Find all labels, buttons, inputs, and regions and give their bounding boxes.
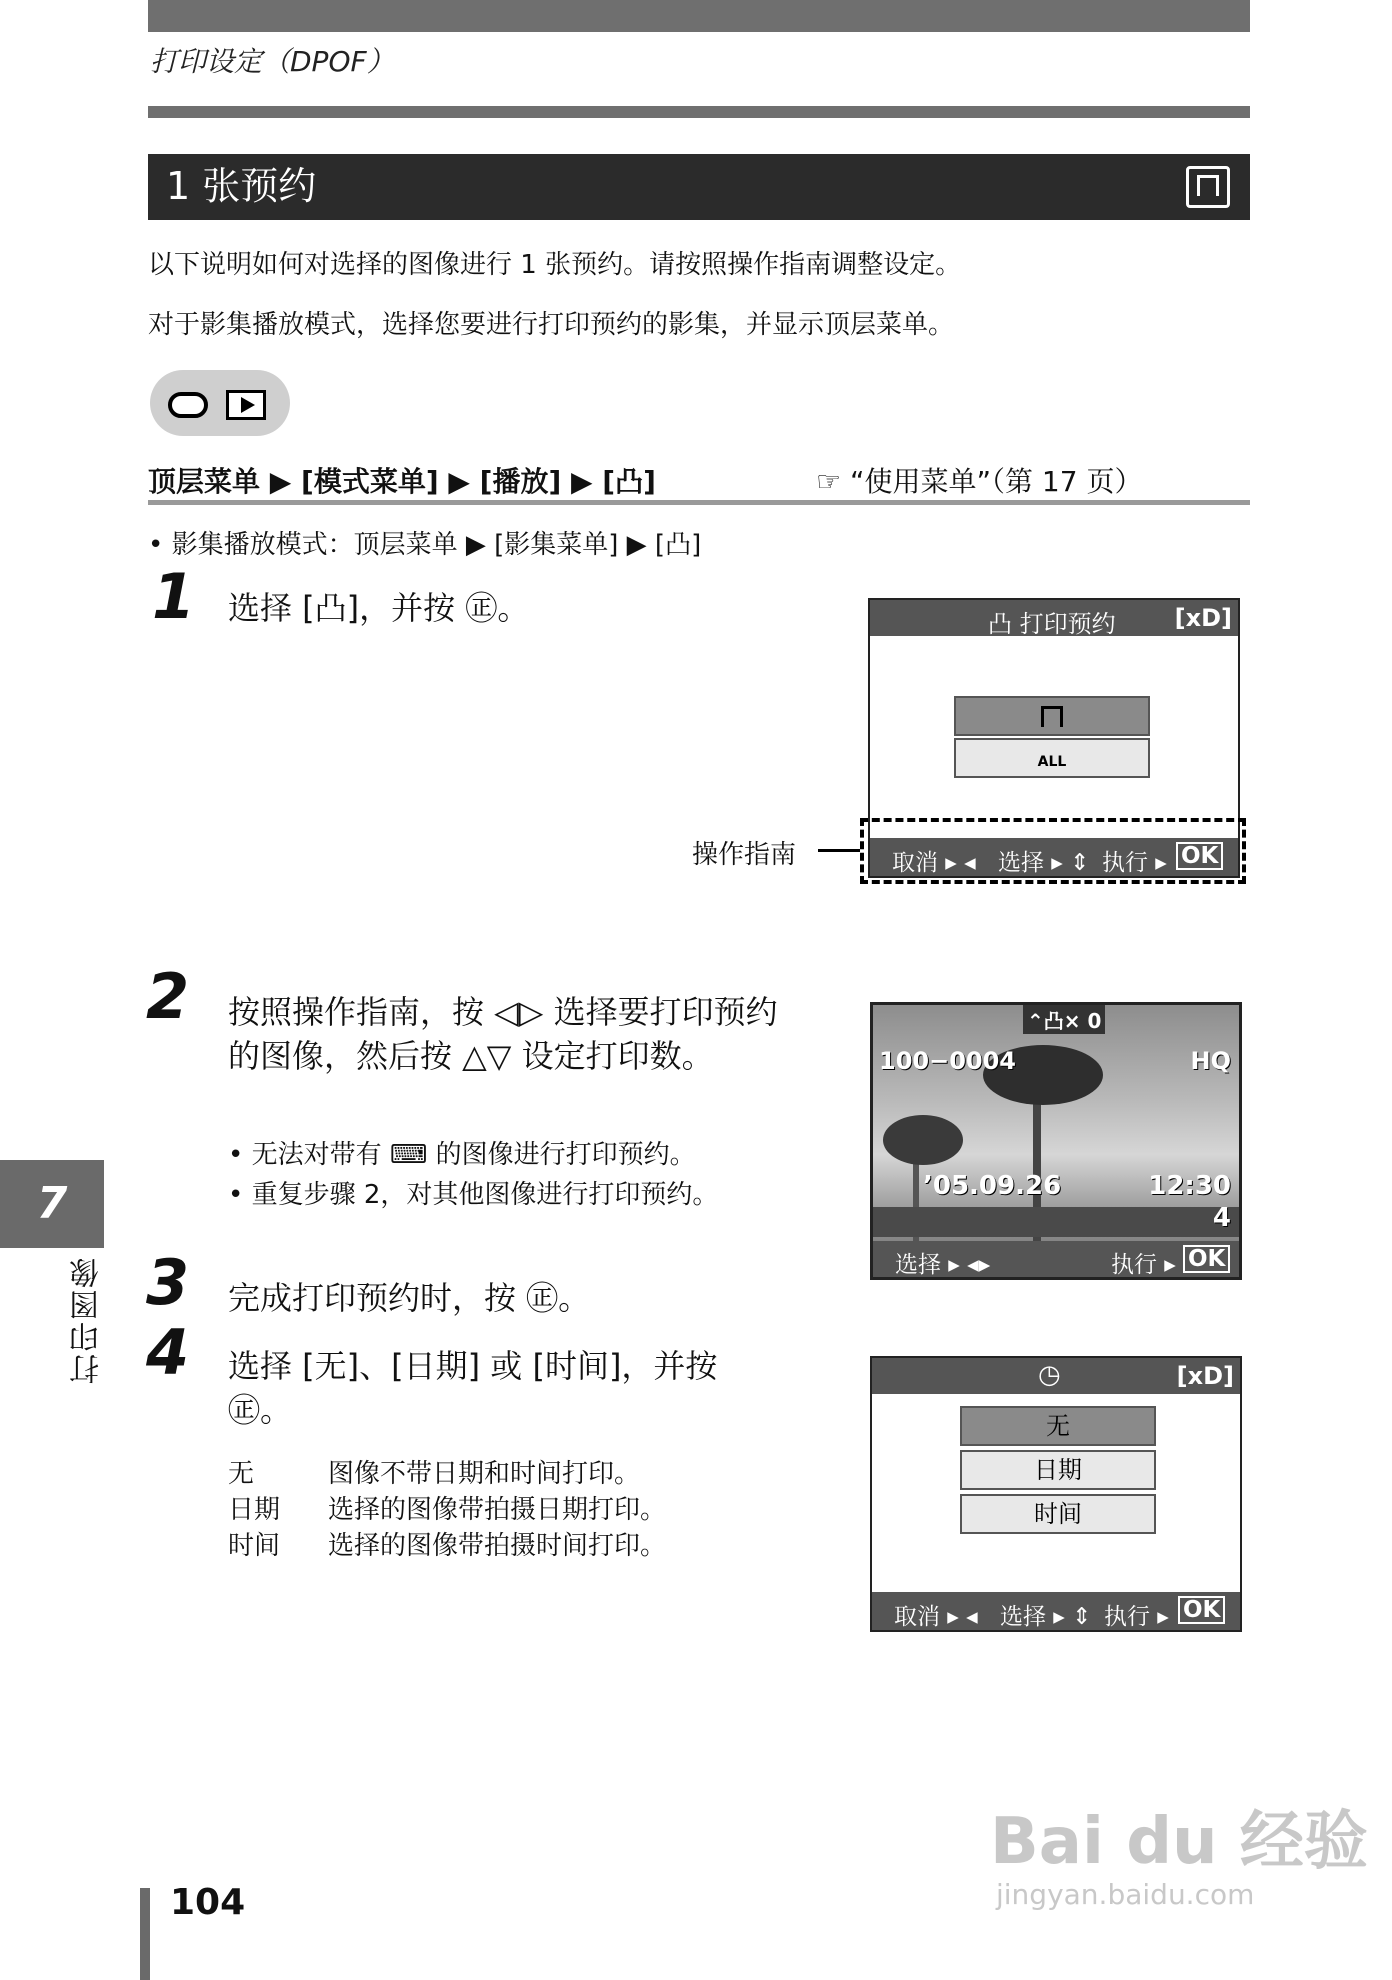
step-text: 按照操作指南，按 ◁▷ 选择要打印预约的图像，然后按 △▽ 设定打印数。 [228,993,778,1075]
step-text: 选择 [凸]，并按 ㊣。 [228,589,530,627]
definition-desc: 选择的图像带拍摄时间打印。 [328,1531,667,1561]
header-rule [148,106,1250,118]
menu-path: 顶层菜单 ▶ [模式菜单] ▶ [播放] ▶ [凸] [148,465,656,498]
cancel-guide: 取消 ▸ ◂ [892,850,976,876]
screen-title-bar [870,600,1238,636]
definition-desc: 选择的图像带拍摄日期打印。 [328,1495,667,1525]
operation-guide-highlight [860,818,1246,884]
intro-paragraph-1: 以下说明如何对选择的图像进行 1 张预约。请按照操作指南调整设定。 [148,250,962,280]
execute-guide: 执行 ▸ [1102,850,1167,876]
step-number: 3 [146,1246,190,1319]
select-guide: 选择 ▸ ◂▸ [895,1252,991,1278]
step-bullet-text: 重复步骤 2，对其他图像进行打印预约。 [251,1180,719,1210]
definition-desc: 图像不带日期和时间打印。 [328,1459,641,1489]
menu-rule [148,500,1250,505]
screen-title-bar [872,1358,1240,1394]
step-number: 4 [146,1316,190,1389]
definition-term: 无 [228,1459,255,1489]
option-time[interactable]: 时间 [960,1494,1156,1534]
page-reference: ☞ “使用菜单”（第 17 页） [816,465,1143,498]
album-mode-note: • 影集播放模式：顶层菜单 ▶ [影集菜单] ▶ [凸] [148,530,702,560]
print-count: ⌃凸× 0 [1023,1005,1105,1034]
watermark-url: jingyan.baidu.com [996,1878,1255,1911]
execute-guide: 执行 ▸ [1111,1252,1176,1278]
callout-line [818,849,860,852]
clock-icon: ◷ [1038,1360,1061,1390]
option-none[interactable]: 无 [960,1406,1156,1446]
operation-guide [872,1592,1240,1630]
step-bullet-text: 无法对带有 ⌨ 的图像进行打印预约。 [251,1140,696,1170]
operation-guide-label: 操作指南 [692,840,797,870]
intro-paragraph-2: 对于影集播放模式，选择您要进行打印预约的影集，并显示顶层菜单。 [148,310,955,340]
palm-leaves [883,1115,963,1165]
ok-button-icon: OK [1178,1596,1225,1624]
mode-dial-icon [168,392,208,418]
foliage [873,1207,1239,1237]
step-bullet: • 重复步骤 2，对其他图像进行打印预约。 [228,1180,719,1210]
definition-list [228,1456,666,1564]
all-print-option[interactable] [954,738,1150,778]
definition-term: 日期 [228,1495,281,1525]
execute-guide: 执行 ▸ [1104,1604,1169,1630]
step-number: 1 [152,560,196,633]
option-date[interactable]: 日期 [960,1450,1156,1490]
card-indicator: [xD] [1174,604,1232,632]
cancel-guide: 取消 ▸ ◂ [894,1604,978,1630]
screen-title: 凸 打印预约 [988,610,1116,638]
top-bar [148,0,1250,32]
playback-mode-icon [150,370,290,436]
section-title: 1 张预约 [166,164,317,208]
print-icon [1041,706,1063,727]
chapter-tab: 7 [0,1160,104,1248]
page-header-title: 打印设定（DPOF） [150,45,395,78]
step-text: 完成打印预约时，按 ㊣。 [228,1279,591,1317]
image-quality: HQ [1190,1047,1231,1075]
operation-guide [873,1241,1239,1277]
frame-number: 4 [1212,1203,1231,1233]
ok-button-icon: OK [1176,842,1223,870]
print-icon [1186,166,1230,208]
chapter-label: 打印图像 [70,1256,105,1384]
shot-date: ’05.09.26 [923,1171,1062,1201]
step-text: 选择 [无]、[日期] 或 [时间]，并按 ㊣。 [228,1347,718,1429]
print-all-icon: ALL [1037,754,1067,770]
step-number: 2 [146,960,190,1033]
watermark-logo: Bai du 经验 [990,1805,1368,1879]
definition-term: 时间 [228,1531,281,1561]
play-icon [226,390,266,420]
definition-row [228,1492,666,1528]
card-indicator: [xD] [1176,1362,1234,1390]
page-bar [140,1888,150,1980]
date-print-screen [870,1356,1242,1632]
page-number: 104 [170,1882,246,1923]
file-number: 100−0004 [879,1047,1017,1075]
definition-row [228,1456,666,1492]
step-bullet: • 无法对带有 ⌨ 的图像进行打印预约。 [228,1140,696,1170]
definition-row [228,1528,666,1564]
playback-photo-screen [870,1002,1242,1280]
select-guide: 选择 ▸ ⇕ [1000,1604,1092,1630]
single-print-option[interactable] [954,696,1150,736]
select-guide: 选择 ▸ ⇕ [998,850,1090,876]
shot-time: 12:30 [1148,1171,1231,1201]
ok-button-icon: OK [1183,1245,1230,1273]
